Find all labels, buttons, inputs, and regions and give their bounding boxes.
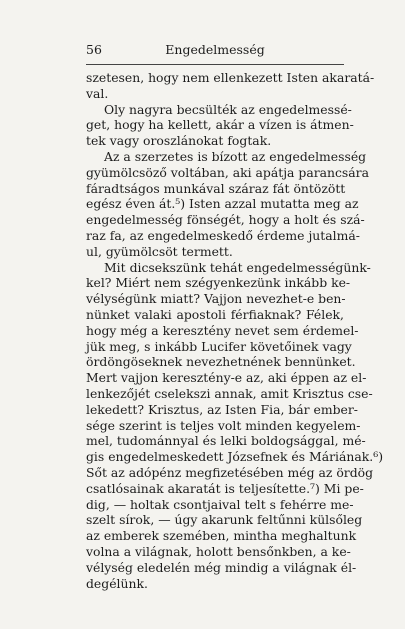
running-title: Engedelmesség xyxy=(165,42,265,57)
body-text xyxy=(86,70,384,591)
text-line: sége szerint is teljes volt minden kegyelem- xyxy=(86,417,361,433)
text-line: tek vagy oroszlánokat fogtak. xyxy=(86,133,272,149)
text-line: lenkezőjét cselekszi annak, amit Krisztus cse- xyxy=(86,385,373,401)
text-line: lekedett? Krisztus, az Isten Fia, bár ember- xyxy=(86,401,358,417)
text-line: vélységünk miatt? Vajjon nevezhet-e ben- xyxy=(86,291,346,307)
text-line: volna a világnak, holott bensőnkben, a ke- xyxy=(86,543,351,559)
text-line: nünket valaki apostoli férfiaknak? Félek, xyxy=(86,306,344,322)
text-line: szelt sírok, — úgy akarunk feltűnni külsőleg xyxy=(86,512,363,528)
text-line: fáradtságos munkával száraz fát öntözött xyxy=(86,180,346,196)
text-line: Oly nagyra becsülték az engedelmessé- xyxy=(104,101,352,117)
text-line: mel, tudománnyal és lelki boldogsággal, mé- xyxy=(86,433,366,449)
text-line: engedelmesség fönségét, hogy a holt és szá- xyxy=(86,212,365,228)
text-line: szetesen, hogy nem ellenkezett Isten akaratá- xyxy=(86,70,375,85)
text-line: gyümölcsöző voltában, aki apátja parancsára xyxy=(86,164,369,180)
header-rule xyxy=(86,64,344,65)
text-line: Az a szerzetes is bízott az engedelmesség xyxy=(104,148,367,164)
text-line: hogy még a keresztény nevet sem érdemel- xyxy=(86,322,359,338)
text-line: az emberek szemében, mintha meghaltunk xyxy=(86,528,357,544)
text-line: ördöngöseknek nevezhetnének bennünket. xyxy=(86,354,356,370)
text-line: Sőt az adópénz megfizetésében még az ördög xyxy=(86,464,374,480)
text-line: Mit dicsekszünk tehát engedelmességünk- xyxy=(104,259,371,275)
text-line: degélünk. xyxy=(86,575,148,591)
text-line: gis engedelmeskedett Józsefnek és Máriának.⁶) xyxy=(86,449,384,465)
text-line: raz fa, az engedelmeskedő érdeme jutalmá- xyxy=(86,227,360,243)
text-line: Mert vajjon keresztény-e az, aki éppen az el- xyxy=(86,370,367,386)
text-line: get, hogy ha kellett, akár a vízen is átmen- xyxy=(86,117,354,133)
text-line: val. xyxy=(86,85,109,101)
text-line: csatlósainak akaratát is teljesítette.⁷) Mi pe- xyxy=(86,480,364,496)
page-header xyxy=(86,42,344,62)
text-line: jük meg, s inkább Lucifer követőinek vagy xyxy=(86,338,352,354)
text-line: kel? Miért nem szégyenkezünk inkább ke- xyxy=(86,275,351,291)
text-line: egész éven át.⁵) Isten azzal mutatta meg az xyxy=(86,196,359,212)
page-number: 56 xyxy=(86,42,102,57)
text-line: ul, gyümölcsöt termett. xyxy=(86,243,233,259)
text-line: vélység eledelén még mindig a világnak él- xyxy=(86,559,357,575)
text-line: dig, — holtak csontjaival telt s fehérre me- xyxy=(86,496,354,512)
